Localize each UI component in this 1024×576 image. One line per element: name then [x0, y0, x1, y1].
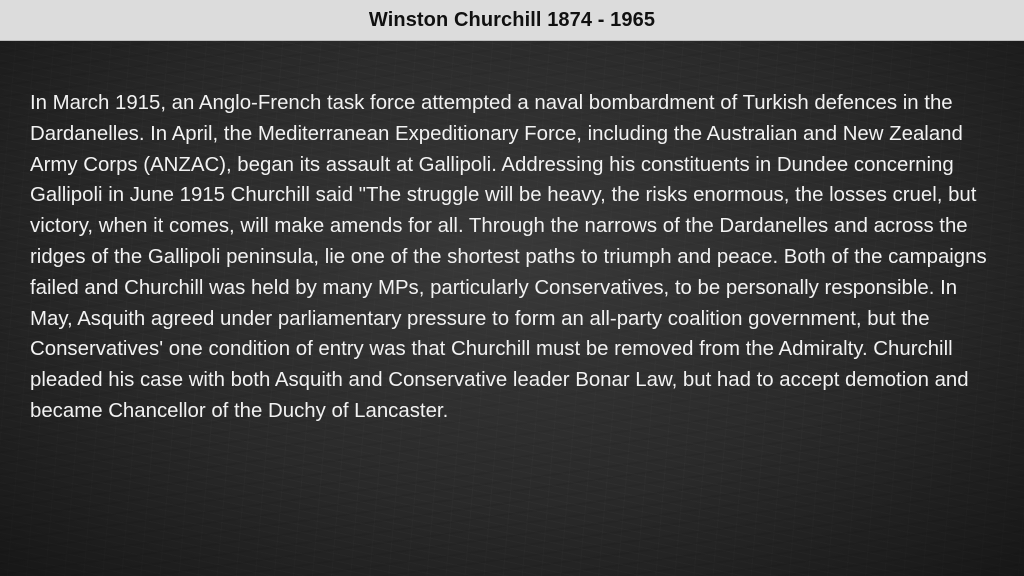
body-paragraph: In March 1915, an Anglo-French task force attempted a naval bombardment of Turkish defences in the Dardanelles. In April, the Mediterranean Expeditionary Force, including the Australian and New Zealand Army Corps (ANZAC), began its assault at Gallipoli. Addressing his constituents in Dundee concerning Gallipoli in June 1915 Churchill said "The struggle will be heavy, the risks enormous, the losses cruel, but victory, when it comes, will make amends for all. Through the narrows of the Dardanelles and across the ridges of the Gallipoli peninsula, lie one of the shortest paths to triumph and peace. Both of the campaigns failed and Churchill was held by many MPs, particularly Conservatives, to be personally responsible. In May, Asquith agreed under parliamentary pressure to form an all-party coalition government, but the Conservatives' one condition of entry was that Churchill must be removed from the Admiralty. Churchill pleaded his case with both Asquith and Conservative leader Bonar Law, but had to accept demotion and became Chancellor of the Duchy of Lancaster.: [30, 92, 987, 422]
slide-title: Winston Churchill 1874 - 1965: [368, 8, 656, 31]
title-bar: [0, 0, 1024, 41]
